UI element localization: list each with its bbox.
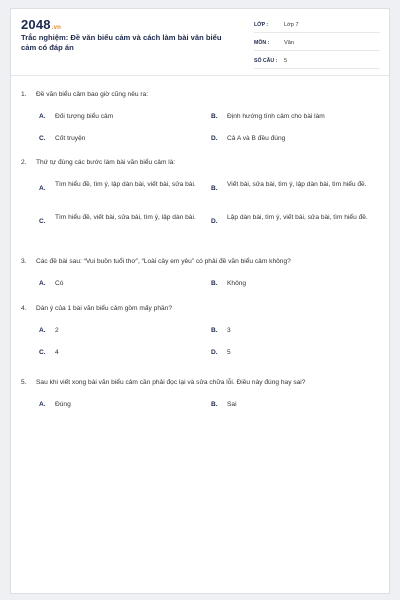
question-text — [21, 257, 371, 266]
option-text: Tìm hiểu đề, tìm ý, lập dàn bài, viết bài, sửa bài. — [55, 181, 196, 188]
option-text: Cốt truyện — [55, 135, 86, 142]
question-text — [21, 158, 371, 167]
option-letter: A. — [39, 327, 46, 334]
option-text: Có — [55, 280, 64, 287]
answer-option[interactable] — [39, 348, 189, 357]
meta-row-count — [254, 54, 380, 69]
answer-option[interactable] — [211, 180, 373, 193]
answer-option[interactable] — [211, 400, 371, 409]
question-prompt: Sau khi viết xong bài văn biểu cảm cần phải đọc lại và sửa chữa lỗi. Điều này đúng hay sai? — [36, 379, 306, 386]
question-text — [21, 378, 371, 387]
answer-option[interactable] — [39, 400, 189, 409]
worksheet-header — [11, 9, 389, 71]
option-text: 3 — [227, 327, 231, 334]
answer-option[interactable] — [39, 180, 209, 193]
option-text: Cả A và B đều đúng — [227, 135, 286, 142]
option-text: Định hướng tình cảm cho bài làm — [227, 113, 325, 120]
answer-option[interactable] — [211, 112, 371, 121]
answer-option[interactable] — [39, 112, 189, 121]
logo-text: 2048 — [21, 17, 51, 32]
option-letter: A. — [39, 401, 46, 408]
option-text: 2 — [55, 327, 59, 334]
header-divider — [11, 75, 389, 76]
meta-label: SỐ CÂU : — [254, 58, 278, 64]
option-text: Đối tượng biểu cảm — [55, 113, 114, 120]
question-number: 1. — [21, 91, 27, 98]
meta-info — [254, 18, 380, 72]
option-letter: B. — [211, 113, 218, 120]
option-letter: C. — [39, 349, 46, 356]
meta-row-class — [254, 18, 380, 33]
answer-option[interactable] — [211, 348, 371, 357]
option-letter: C. — [39, 218, 46, 225]
meta-label: LỚP : — [254, 22, 269, 28]
question-number: 3. — [21, 258, 27, 265]
option-letter: A. — [39, 185, 46, 192]
option-text: Viết bài, sửa bài, tìm ý, lập dàn bài, tìm hiểu đề. — [227, 181, 367, 188]
answer-option[interactable] — [39, 279, 189, 288]
option-text: 5 — [227, 349, 231, 356]
site-logo[interactable] — [21, 17, 61, 32]
worksheet-page — [10, 8, 390, 594]
question-prompt: Dàn ý của 1 bài văn biểu cảm gồm mấy phần? — [36, 305, 172, 312]
question-prompt: Các đề bài sau: “Vui buồn tuổi thơ”, “Loài cây em yêu” có phải đề văn biểu cảm không? — [36, 258, 291, 265]
question-prompt: Thứ tự đúng các bước làm bài văn biểu cảm là: — [36, 159, 176, 166]
question-text — [21, 90, 371, 99]
question-number: 5. — [21, 379, 27, 386]
meta-value: Văn — [284, 40, 294, 46]
question-text — [21, 304, 371, 313]
option-letter: D. — [211, 349, 218, 356]
page-title: Trắc nghiệm: Đề văn biểu cảm và cách làm bài văn biểu cảm có đáp án — [21, 33, 222, 52]
option-letter: D. — [211, 135, 218, 142]
option-letter: D. — [211, 218, 218, 225]
option-text: Lập dàn bài, tìm ý, viết bài, sửa bài, tìm hiểu đề. — [227, 214, 368, 221]
meta-value: 5 — [284, 58, 288, 64]
option-letter: B. — [211, 185, 218, 192]
question-number: 4. — [21, 305, 27, 312]
meta-label: MÔN : — [254, 40, 270, 46]
option-letter: A. — [39, 280, 46, 287]
meta-value: Lớp 7 — [284, 22, 299, 28]
option-text: Tìm hiểu đề, viết bài, sửa bài, tìm ý, lập dàn bài. — [55, 214, 196, 221]
answer-option[interactable] — [211, 213, 373, 226]
option-text: Không — [227, 280, 247, 287]
option-letter: B. — [211, 327, 218, 334]
option-letter: C. — [39, 135, 46, 142]
answer-option[interactable] — [211, 326, 371, 335]
option-letter: A. — [39, 113, 46, 120]
answer-option[interactable] — [211, 134, 371, 143]
answer-option[interactable] — [39, 326, 189, 335]
logo-tld: .vn — [51, 25, 62, 31]
answer-option[interactable] — [39, 213, 209, 226]
option-text: Đúng — [55, 401, 71, 408]
answer-option[interactable] — [211, 279, 371, 288]
option-letter: B. — [211, 401, 218, 408]
question-prompt: Đề văn biểu cảm bao giờ cũng nêu ra: — [36, 91, 149, 98]
question-number: 2. — [21, 159, 27, 166]
answer-option[interactable] — [39, 134, 189, 143]
meta-row-subject — [254, 36, 380, 51]
option-text: 4 — [55, 349, 59, 356]
option-text: Sai — [227, 401, 237, 408]
option-letter: B. — [211, 280, 218, 287]
